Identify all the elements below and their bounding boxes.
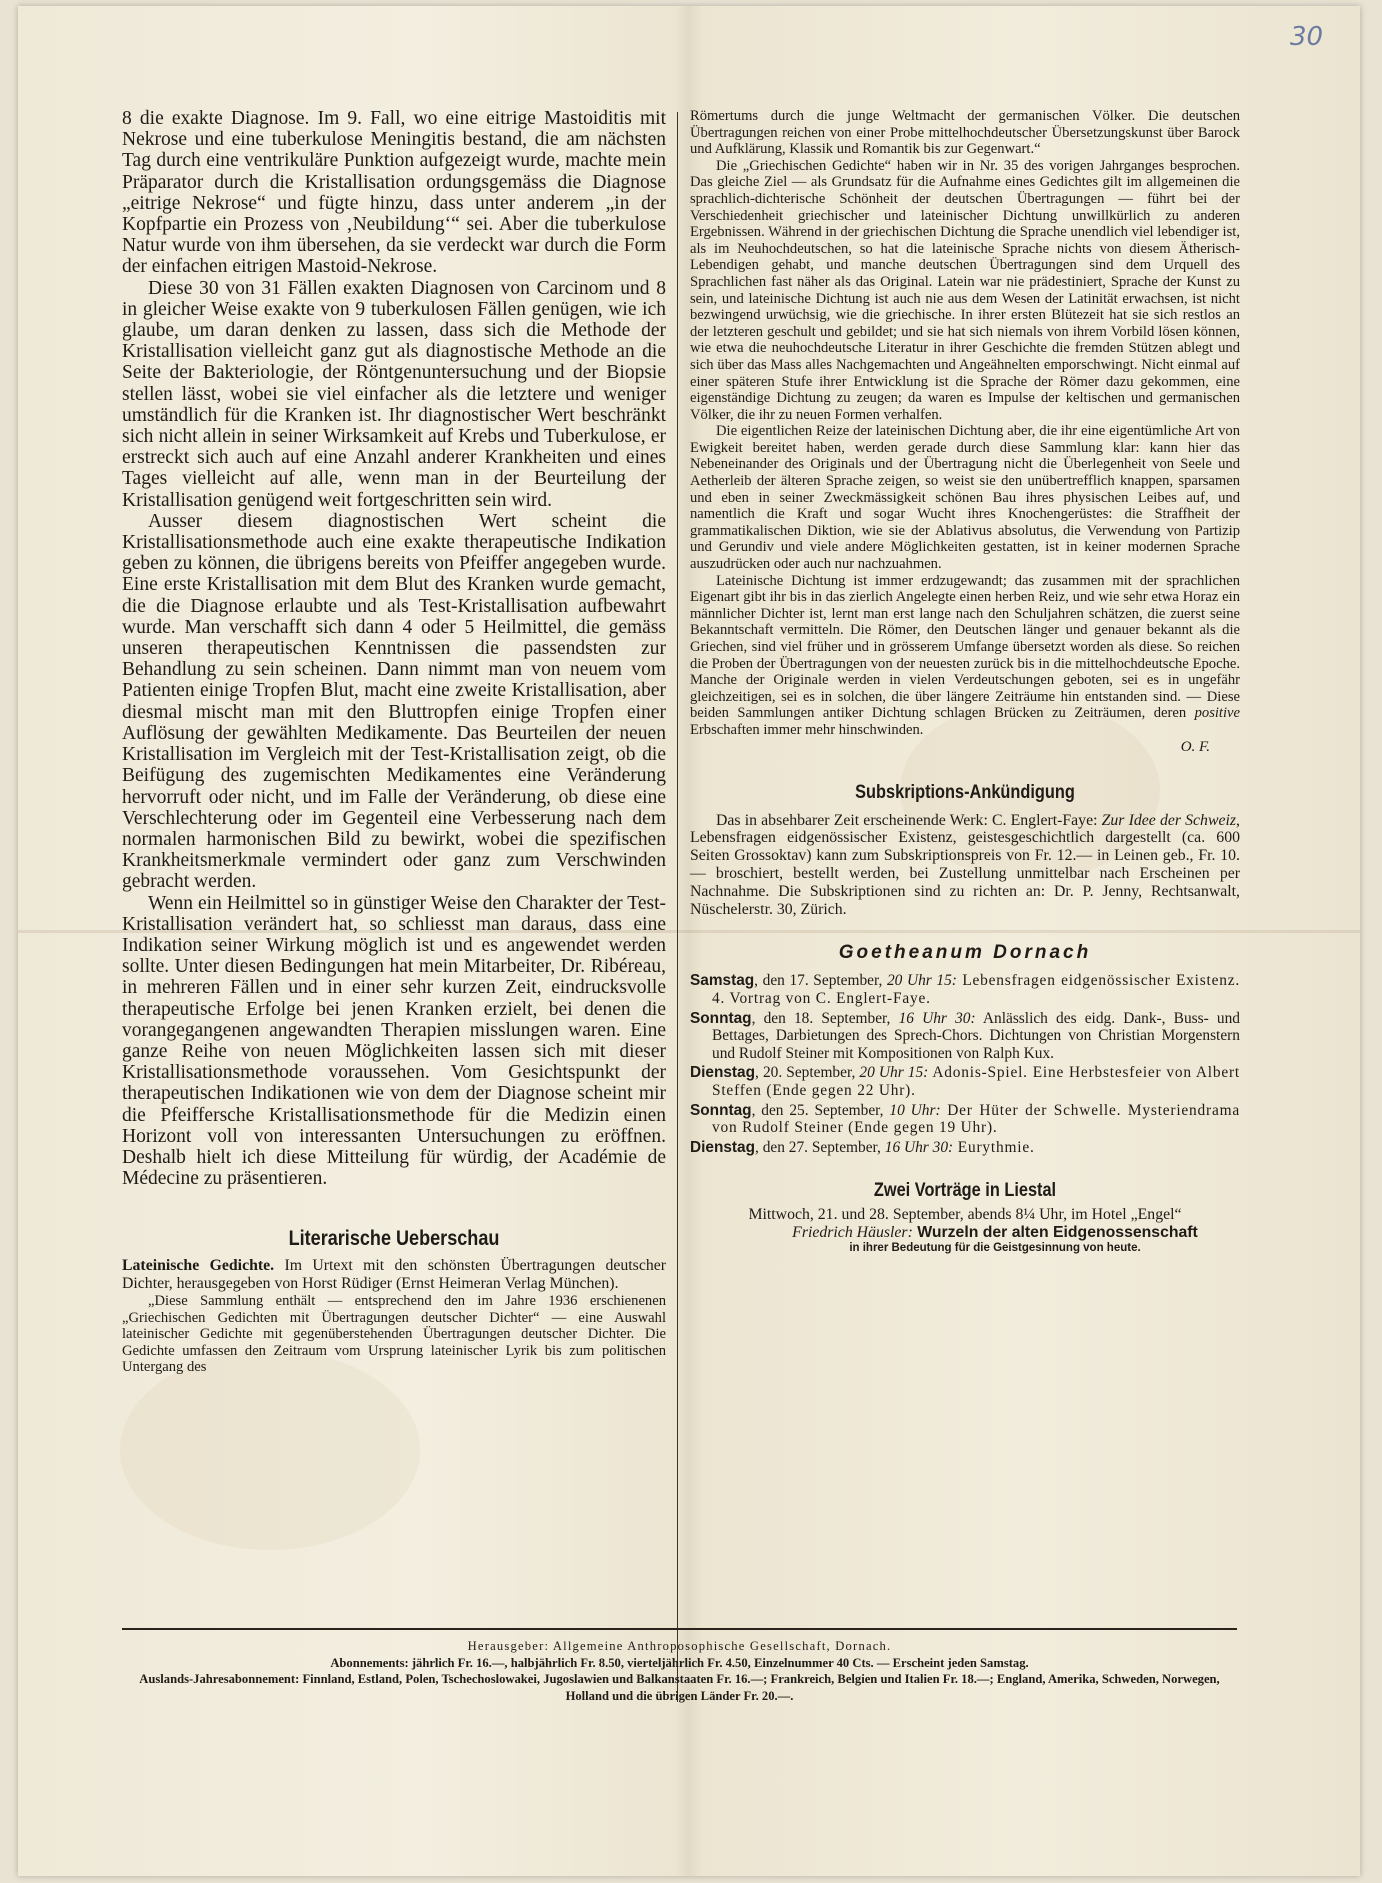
paragraph: Die „Griechischen Gedichte“ haben wir in Nr. 35 des vorigen Jahrganges besprochen. Das gleiche Ziel — als Grundsatz für die Aufnahme eines Gedichtes gilt im allgemeinen die sprachlich-dichterische Schönheit der deutschen Übertragungen — führt bei der Verschiedenheit griechischer und lateinischer Dichtung unwillkürlich zu anderen Ergebnissen. Während in der griechischen Dichtung die Sprache unendlich viel lebendiger ist, als im Neuhochdeutschen, so hat die lateinische Sprache nichts von diesem Ätherisch-Lebendigen gehabt, und manche deutschen Übertragungen sind dem Urquell des Sprachlichen fast näher als das Original. Latein war nie prädestiniert, Sprache der Kunst zu sein, und lateinische Dichtung ist auch nie aus dem Wesen der Latinität erwachsen, ist nicht bezwingend urwüchsig, wie die griechische. In ihrer ersten Blütezeit hat sie sich restlos an der letzteren geschult und gebildet; und sie hat sich niemals von ihrem Vorbild lösen können, wie etwa die neuhochdeutsche Literatur in ihrer Geschichte die fremden Stützen ablegt und sich über das Mass alles Nachgemachten und Angeähnelten emporschwingt. Nicht einmal auf einer späteren Stufe ihrer Entwicklung ist die Sprache der Römer dazu gekommen, eine eigenständige Dichtung zu zeugen; da waren es Impulse der keltischen und germanischen Völker, die ihr zu neuen Formen verhalfen. bbox=[690, 157, 1240, 423]
subskription-heading: Subskriptions-Ankündigung bbox=[855, 781, 1075, 803]
program-text: Eurythmie. bbox=[953, 1138, 1035, 1156]
program-entry bbox=[690, 1139, 1240, 1157]
imprint-footer bbox=[122, 1638, 1237, 1704]
goetheanum-heading: Goetheanum Dornach bbox=[838, 942, 1092, 964]
paragraph-text: Das in absehbarer Zeit erscheinende Werk: C. Englert-Faye: bbox=[716, 811, 1102, 829]
paragraph: Wenn ein Heilmittel so in günstiger Weise den Charakter der Test-Kristallisation verändert hat, so schliesst man daraus, dass eine Indikation seiner Wirkung möglich ist und es angewendet werden sollte. Unter diesen Bedingungen hat mein Mitarbeiter, Dr. Ribéreau, in mehreren Fällen und in einer sehr kurzen Zeit, eindrucksvolle therapeutische Erfolge bei jenen Kranken erzielt, bei denen die vorangegangenen angewandten Therapien misslungen waren. Eine ganze Reihe von neuen Möglichkeiten lassen sich mit dieser Kristallisationsmethode voraussehen. Vom Gesichtspunkt der therapeutischen Indikationen wie von dem der Diagnose scheint mir die Pfeiffersche Kristallisationsmethode für die Medizin einen Horizont voll von interessanten Untersuchungen zu eröffnen. Deshalb hielt ich diese Mitteilung für würdig, der Académie de Médecine zu präsentieren. bbox=[122, 892, 666, 1190]
right-column bbox=[690, 108, 1240, 1254]
program-entry bbox=[690, 1010, 1240, 1063]
paragraph: Ausser diesem diagnostischen Wert scheint die Kristallisationsmethode auch eine exakte therapeutische Indikation geben zu können, die übrigens bereits von Pfeiffer angegeben wurde. Eine erste Kristallisation mit dem Blut des Kranken wurde gemacht, die die Diagnose erlaubte und als Test-Kristallisation aufbewahrt wurde. Man verschafft sich dann 4 oder 5 Heilmittel, die gemäss unseren therapeutischen Kenntnissen die passendsten zur Behandlung zu sein scheinen. Dann nimmt man von neuem vom Patienten einige Tropfen Blut, macht eine zweite Kristallisation, aber diesmal mischt man mit den Bluttropfen einige Tropfen einer Auflösung der gewählten Medikamente. Das Beurteilen der neuen Kristallisation im Vergleich mit der Test-Kristallisation zeigt, ob die Beifügung des zugemischten Medikamentes eine Veränderung hervorruft oder nicht, und im Falle der Veränderung, ob diese eine Verschlechterung oder im Gegenteil eine Verbesserung nach dem normalen harmonischen Bild zu bewirkt, wobei die spezifischen Krankheitsmerkmale vermindert oder ganz zum Verschwinden gebracht werden. bbox=[122, 510, 666, 893]
program-time: 10 Uhr: bbox=[889, 1101, 941, 1119]
paper-stain bbox=[120, 1350, 420, 1550]
program-text: Adonis-Spiel. Eine Herbstesfeier von Albert Steffen (Ende gegen 22 Uhr). bbox=[712, 1064, 1240, 1099]
program-text: Lebensfragen eidgenössischer Existenz. 4. Vortrag von C. Englert-Faye. bbox=[712, 972, 1241, 1007]
subskription-text bbox=[690, 812, 1240, 919]
program-entry bbox=[690, 1102, 1240, 1137]
paragraph: 8 die exakte Diagnose. Im 9. Fall, wo eine eitrige Mastoiditis mit Nekrose und eine tuberkulose Meningitis bestand, die am nächsten Tag durch eine ventrikuläre Punktion aufgezeigt wurde, machte mein Präparator durch die Kristallisation ordungsgemäss die Diagnose „eitrige Nekrose“ und fügte hinzu, dass unter anderem „in der Kopfpartie ein Prozess von ‚Neubildung‘“ sei. Aber die tuberkulose Natur wurde von ihm übersehen, da sie verdeckt war durch die Form der einfachen eitrigen Mastoid-Nekrose. bbox=[122, 108, 666, 278]
program-entry bbox=[690, 1064, 1240, 1099]
speaker-name: Friedrich Häusler: bbox=[792, 1224, 913, 1242]
paragraph-text: Erbschaften immer mehr hinschwinden. bbox=[690, 721, 924, 738]
review-lead-text: Im Urtext mit den schönsten Übertragungen deutscher Dichter, herausgegeben von Horst Rüdiger (Ernst Heimeran Verlag München). bbox=[122, 1257, 666, 1293]
program-entry bbox=[690, 972, 1240, 1007]
paragraph: „Diese Sammlung enthält — entsprechend den im Jahre 1936 erschienenen „Griechischen Gedichten mit Übertragungen deutscher Dichter“ — eine Auswahl lateinischer Gedichte mit gegenüberstehenden Übertragungen deutscher Dichter. Die Gedichte umfassen den Zeitraum vom Ursprung lateinischer Lyrik bis zum politischen Untergang des bbox=[122, 1292, 666, 1376]
program-date: , den 27. September, bbox=[755, 1138, 885, 1156]
program-date: , den 25. September, bbox=[751, 1101, 890, 1119]
program-text: Anlässlich des eidg. Dank-, Buss- und Bettages, Darbietungen des Sprech-Chors. Dichtungen von Christian Morgenstern und Rudolf Steiner mit Kompositionen von Ralph Kux. bbox=[712, 1009, 1240, 1062]
program-day: Dienstag bbox=[690, 1064, 755, 1082]
paragraph: Die eigentlichen Reize der lateinischen Dichtung aber, die ihr eine eigentümliche Art von Ewigkeit bereitet haben, werden gerade durch diese Sammlung klar: kann hier das Nebeneinander des Originals und der Übertragung nicht die Überlegenheit von Seele und Aetherleib der älteren Sprache zeigen, so weist sie den unübertrefflich knappen, sparsamen und eben in seiner Zweckmässigkeit schönen Bau ihres physischen Leibes auf, und namentlich die Kraft und sogar Wucht ihres Knochengerüstes: die Straffheit der grammatikalischen Diktion, wie sie der Ablativus absolutus, die Verwendung von Partizip und Gerundiv und viele andere Möglichkeiten gestatten, ist in keiner modernen Sprache auszudrücken oder auch nur nachzuahmen. bbox=[690, 423, 1240, 573]
program-day: Samstag bbox=[690, 972, 755, 990]
subscription-line: Abonnements: jährlich Fr. 16.—, halbjährlich Fr. 8.50, vierteljährlich Fr. 4.50, Einzelnummer 40 Cts. — Erscheint jeden Samstag. bbox=[330, 1655, 1029, 1670]
program-date: , 20. September, bbox=[755, 1064, 860, 1082]
program-day: Dienstag bbox=[690, 1138, 755, 1156]
publisher-line bbox=[122, 1638, 1237, 1655]
program-time: 16 Uhr 30: bbox=[884, 1138, 954, 1156]
paragraph-text: Lateinische Dichtung ist immer erdzugewandt; das zusammen mit der sprachlichen Eigenart gibt ihr bis in das zierlich Angelegte einen herben Reiz, und wie sehr etwa Horaz ein männlicher Dichter ist, lernt man erst lange nach den Schuljahren schätzen, die zuerst seine Bekanntschaft vermitteln. Die Römer, den Deutschen länger und genauer bekannt als die Griechen, sind viel früher und in grösserem Umfange übersetzt worden als diese. So reichen die Proben der Übertragungen von der neuesten zurück bis in die mittelhochdeutsche Epoche. Manche der Originale werden in vielen Verdeutschungen geboten, sei es in ungefähr gleichzeitigen, sei es in solchen, die über längere Zeiträume hin entstanden sind. — Diese beiden Sammlungen antiker Dichtung schlagen Brücken zu Zeiträumen, deren bbox=[690, 572, 1240, 722]
publisher-label: Herausgeber: bbox=[467, 1639, 550, 1653]
program-time: 20 Uhr 15: bbox=[886, 972, 957, 990]
program-time: 20 Uhr 15: bbox=[859, 1064, 929, 1082]
column-divider bbox=[677, 112, 678, 1702]
foreign-subscription-line: Auslands-Jahresabonnement: Finnland, Estland, Polen, Tschechoslowakei, Jugoslawien und Balkanstaaten Fr. 16.—; Frankreich, Belgien und Italien Fr. 18.—; England, Amerika, Schweden, Norwegen, Holland und die übrigen Länder Fr. 20.—. bbox=[139, 1672, 1220, 1703]
footer-rule bbox=[122, 1628, 1237, 1630]
liestal-heading: Zwei Vorträge in Liestal bbox=[873, 1180, 1057, 1202]
review-lead bbox=[122, 1257, 666, 1293]
liestal-date: Mittwoch, 21. und 28. September, abends 8¼ Uhr, im Hotel „Engel“ bbox=[748, 1206, 1182, 1224]
program-day: Sonntag bbox=[690, 1101, 752, 1119]
program-date: , den 18. September, bbox=[751, 1009, 899, 1027]
author-signature: O. F. bbox=[1180, 738, 1210, 755]
paragraph: Diese 30 von 31 Fällen exakten Diagnosen von Carcinom und 8 in gleicher Weise exakte von 9 tuberkulosen Fällen genügen, wie ich glaube, um daran denken zu lassen, dass sich die Methode der Kristallisation vielleicht ganz gut als diagnostische Methode an die Seite der Bakteriologie, der Röntgenuntersuchung und der Biopsie stellen lässt, wobei sie viel einfacher als die letztere und weniger umständlich für die Kranken ist. Ihr diagnostischer Wert beschränkt sich nicht allein in seiner Wirksamkeit auf Krebs und Tuberkulose, er erstreckt sich auch auf eine Anzahl anderer Krankheiten und eines Tages vielleicht auf alle, wenn man in der Beurteilung der Kristallisation genügend weit fortgeschritten sein wird. bbox=[122, 277, 666, 511]
program-date: , den 17. September, bbox=[754, 972, 887, 990]
page-number: 30 bbox=[1290, 22, 1324, 52]
program-text: Der Hüter der Schwelle. Mysteriendrama von Rudolf Steiner (Ende gegen 19 Uhr). bbox=[712, 1101, 1240, 1137]
program-time: 16 Uhr 30: bbox=[898, 1009, 976, 1027]
paragraph: Römertums durch die junge Weltmacht der germanischen Völker. Die deutschen Übertragungen reichen von einer Probe mittelhochdeutscher Übersetzungskunst über Barock und Aufklärung, Klassik und Romantik bis zur Gegenwart.“ bbox=[690, 108, 1240, 158]
book-title: Zur Idee der Schweiz bbox=[1101, 811, 1237, 829]
paragraph-text: , Lebensfragen eidgenössischer Existenz, geistesgeschichtlich dargestellt (ca. 600 Seiten Grossoktav) kann zum Subskriptionspreis von Fr. 12.— in Leinen geb., Fr. 10.— broschiert, bestellt werden, bei Zustellung unmittelbar nach Erscheinen per Nachnahme. Die Subskriptionen sind zu richten an: Dr. P. Jenny, Rechtsanwalt, Nüschelerstr. 30, Zürich. bbox=[690, 811, 1240, 918]
review-title: Lateinische Gedichte. bbox=[122, 1257, 275, 1275]
literarische-ueberschau-heading: Literarische Ueberschau bbox=[288, 1227, 500, 1251]
program-list bbox=[690, 972, 1240, 1156]
lecture-subtitle: in ihrer Bedeutung für die Geistgesinnung von heute. bbox=[849, 1241, 1141, 1254]
lecture-title: Wurzeln der alten Eidgenossenschaft bbox=[912, 1224, 1198, 1242]
paragraph bbox=[690, 573, 1240, 739]
italic-word: positive bbox=[1194, 705, 1240, 722]
liestal-lecture bbox=[690, 1224, 1240, 1242]
program-day: Sonntag bbox=[690, 1009, 752, 1027]
left-column bbox=[122, 108, 666, 1376]
publisher-name: Allgemeine Anthroposophische Gesellschaft, Dornach. bbox=[549, 1639, 892, 1653]
